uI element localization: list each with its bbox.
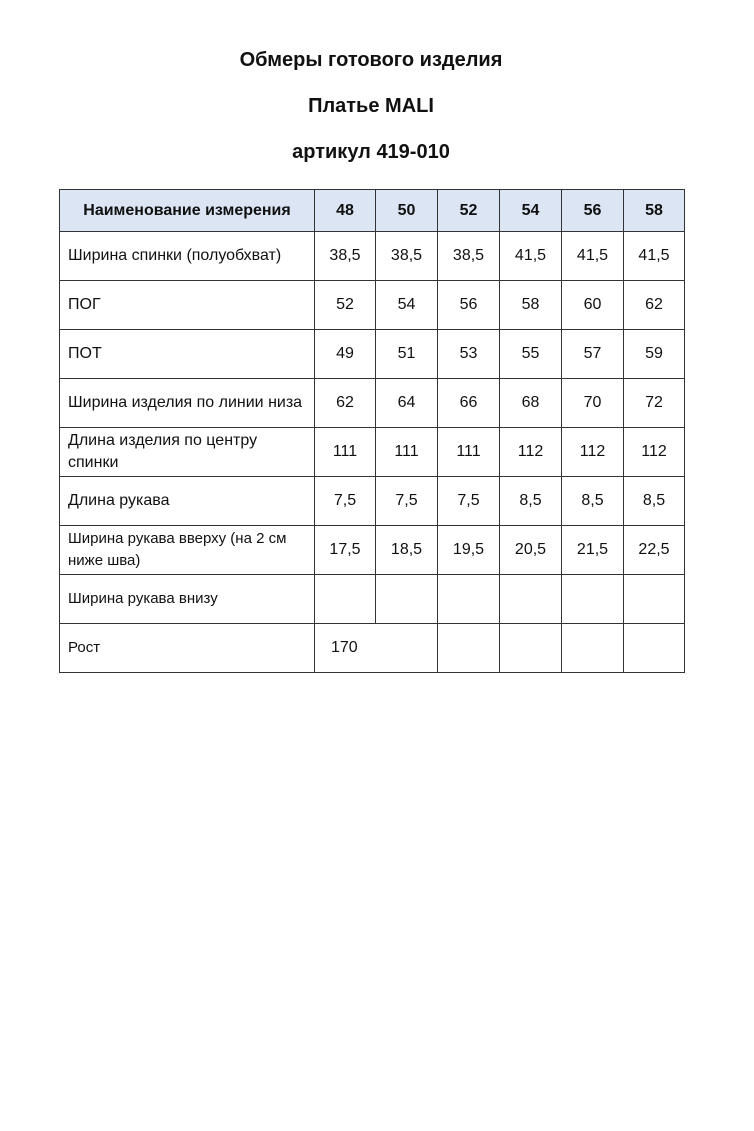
measurement-value: 57 [562,330,624,379]
measurement-value: 68 [500,379,562,428]
table-row [60,281,685,330]
measurement-name: Рост [60,624,315,673]
table-row [60,232,685,281]
table-header-row [60,190,685,232]
measurement-value [624,575,685,624]
measurement-value: 64 [376,379,438,428]
measurement-value [438,624,500,673]
table-row [60,379,685,428]
measurement-value: 49 [315,330,376,379]
measurement-value: 38,5 [315,232,376,281]
measurement-name: Длина рукава [60,477,315,526]
measurement-value: 112 [562,428,624,477]
measurement-name: Ширина рукава внизу [60,575,315,624]
column-header-size: 52 [438,190,500,232]
measurement-name: Длина изделия по центру спинки [60,428,315,477]
article-number: артикул 419-010 [292,141,450,163]
column-header-name: Наименование измерения [60,190,315,232]
column-header-size: 56 [562,190,624,232]
table-row [60,477,685,526]
measurements-table [59,189,685,673]
measurement-value: 18,5 [376,526,438,575]
table-row [60,624,685,673]
measurement-value: 111 [438,428,500,477]
product-name: Платье MALI [308,95,434,117]
table-row [60,330,685,379]
measurement-value: 62 [315,379,376,428]
measurement-value: 112 [500,428,562,477]
measurement-value: 58 [500,281,562,330]
measurement-value: 62 [624,281,685,330]
column-header-size: 54 [500,190,562,232]
table-row [60,428,685,477]
measurement-value: 7,5 [376,477,438,526]
measurement-value [438,575,500,624]
measurement-value [500,575,562,624]
measurement-value: 56 [438,281,500,330]
measurement-value: 17,5 [315,526,376,575]
measurement-value: 8,5 [562,477,624,526]
measurement-value [500,624,562,673]
measurement-value: 112 [624,428,685,477]
table-row [60,526,685,575]
measurement-value [562,575,624,624]
measurement-value: 19,5 [438,526,500,575]
column-header-size: 50 [376,190,438,232]
measurement-value: 111 [315,428,376,477]
measurement-value: 59 [624,330,685,379]
measurement-name: Ширина изделия по линии низа [60,379,315,428]
measurement-value: 51 [376,330,438,379]
measurement-value: 41,5 [562,232,624,281]
measurement-value: 53 [438,330,500,379]
measurement-value: 111 [376,428,438,477]
measurement-value: 54 [376,281,438,330]
measurement-value [315,575,376,624]
measurement-value: 38,5 [438,232,500,281]
measurement-value: 22,5 [624,526,685,575]
measurement-value: 20,5 [500,526,562,575]
measurement-value: 21,5 [562,526,624,575]
column-header-size: 48 [315,190,376,232]
height-value: 170 [315,624,438,673]
measurement-value: 72 [624,379,685,428]
measurement-name: ПОТ [60,330,315,379]
measurement-value [562,624,624,673]
table-row [60,575,685,624]
measurement-value: 60 [562,281,624,330]
measurement-value: 38,5 [376,232,438,281]
measurement-value: 7,5 [438,477,500,526]
measurement-value: 7,5 [315,477,376,526]
measurement-value: 8,5 [624,477,685,526]
measurement-value: 66 [438,379,500,428]
measurement-name: Ширина рукава вверху (на 2 см ниже шва) [60,526,315,575]
measurement-name: ПОГ [60,281,315,330]
measurement-name: Ширина спинки (полуобхват) [60,232,315,281]
measurement-value [624,624,685,673]
measurement-value: 8,5 [500,477,562,526]
measurement-value: 52 [315,281,376,330]
measurement-value: 41,5 [500,232,562,281]
document-title: Обмеры готового изделия [239,49,503,71]
measurement-value [376,575,438,624]
measurement-value: 55 [500,330,562,379]
column-header-size: 58 [624,190,685,232]
measurement-value: 70 [562,379,624,428]
measurement-value: 41,5 [624,232,685,281]
